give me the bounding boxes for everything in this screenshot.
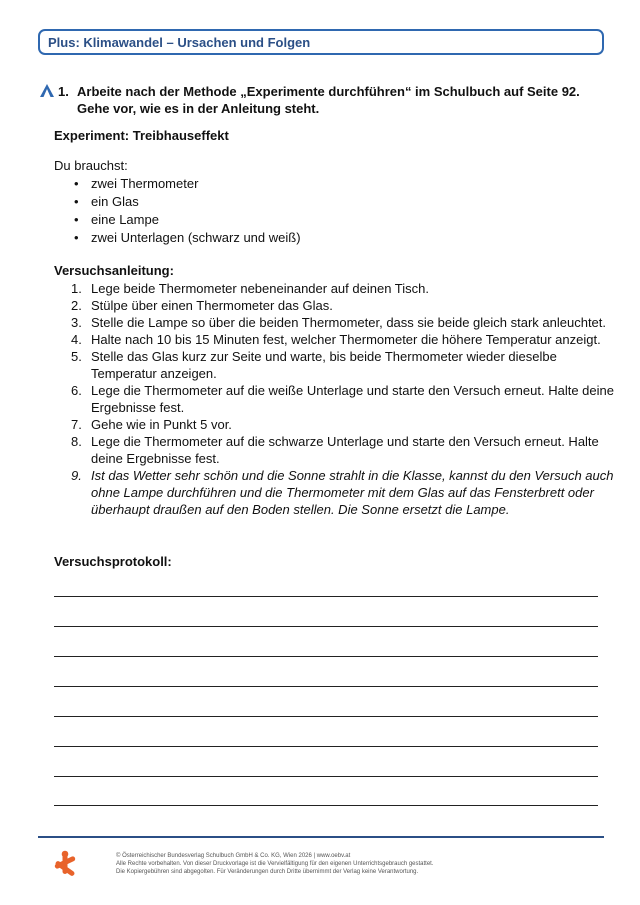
- list-item: 3. Stelle die Lampe so über die beiden Thermometer, dass sie beide gleich stark anleuchtet.: [71, 315, 607, 330]
- footer-divider: [38, 836, 604, 838]
- footer-rights: Alle Rechte vorbehalten. Von dieser Druckvorlage ist die Vervielfältigung für den eigenen Unterrichtsgebrauch gestattet.: [116, 861, 434, 867]
- list-item: 6. Lege die Thermometer auf die weiße Unterlage und starte den Versuch erneut. Halte deine Ergebnisse fest.: [71, 383, 614, 415]
- page-title: Plus: Klimawandel – Ursachen und Folgen: [48, 35, 311, 50]
- instructions-list: [54, 280, 614, 518]
- writing-line[interactable]: [54, 626, 598, 627]
- writing-line[interactable]: [54, 686, 598, 687]
- list-item: 9. Ist das Wetter sehr schön und die Sonne strahlt in die Klasse, kannst du den Versuch auch ohne Lampe durchführen und die Thermometer mit dem Glas auf das Fensterbrett oder überhaupt draußen auf den Boden stellen. Die Sonne ersetzt die Lampe.: [71, 468, 614, 517]
- writing-line[interactable]: [54, 805, 598, 806]
- protocol-title: Versuchsprotokoll:: [54, 554, 172, 569]
- writing-line[interactable]: [54, 716, 598, 717]
- experiment-title: Experiment: Treibhauseffekt: [54, 128, 229, 143]
- instructions-title: Versuchsanleitung:: [54, 263, 174, 278]
- footer-copyright: © Österreichischer Bundesverlag Schulbuch GmbH & Co. KG, Wien 2026 | www.oebv.at: [116, 853, 351, 859]
- task-number: 1.: [58, 84, 69, 99]
- materials-list: [54, 175, 301, 247]
- list-item: • ein Glas: [54, 193, 301, 211]
- footer-disclaimer: Die Kopiergebühren sind abgegolten. Für Veränderungen durch Dritte übernimmt der Verlag keine Verantwortung.: [116, 869, 419, 875]
- writing-line[interactable]: [54, 656, 598, 657]
- writing-line[interactable]: [54, 776, 598, 777]
- list-item: • zwei Thermometer: [54, 175, 301, 193]
- triangle-icon: [40, 84, 54, 97]
- writing-line[interactable]: [54, 596, 598, 597]
- footer-text: [116, 852, 516, 876]
- publisher-logo-icon: [52, 850, 78, 878]
- list-item: 8. Lege die Thermometer auf die schwarze Unterlage und starte den Versuch erneut. Halte deine Ergebnisse fest.: [71, 434, 599, 466]
- list-item: 5. Stelle das Glas kurz zur Seite und warte, bis beide Thermometer wieder dieselbe Temperatur anzeigen.: [71, 349, 557, 381]
- writing-line[interactable]: [54, 746, 598, 747]
- list-item: 1. Lege beide Thermometer nebeneinander auf deinen Tisch.: [71, 281, 429, 296]
- list-item: 7. Gehe wie in Punkt 5 vor.: [71, 417, 232, 432]
- materials-intro: Du brauchst:: [54, 158, 128, 173]
- list-item: • eine Lampe: [54, 211, 301, 229]
- task-text: Arbeite nach der Methode „Experimente durchführen“ im Schulbuch auf Seite 92. Gehe vor, wie es in der Anleitung steht.: [77, 84, 580, 116]
- header-box: [38, 29, 604, 55]
- list-item: 2. Stülpe über einen Thermometer das Glas.: [71, 298, 333, 313]
- list-item: 4. Halte nach 10 bis 15 Minuten fest, welcher Thermometer die höhere Temperatur anzeigt.: [71, 332, 601, 347]
- list-item: • zwei Unterlagen (schwarz und weiß): [54, 229, 301, 247]
